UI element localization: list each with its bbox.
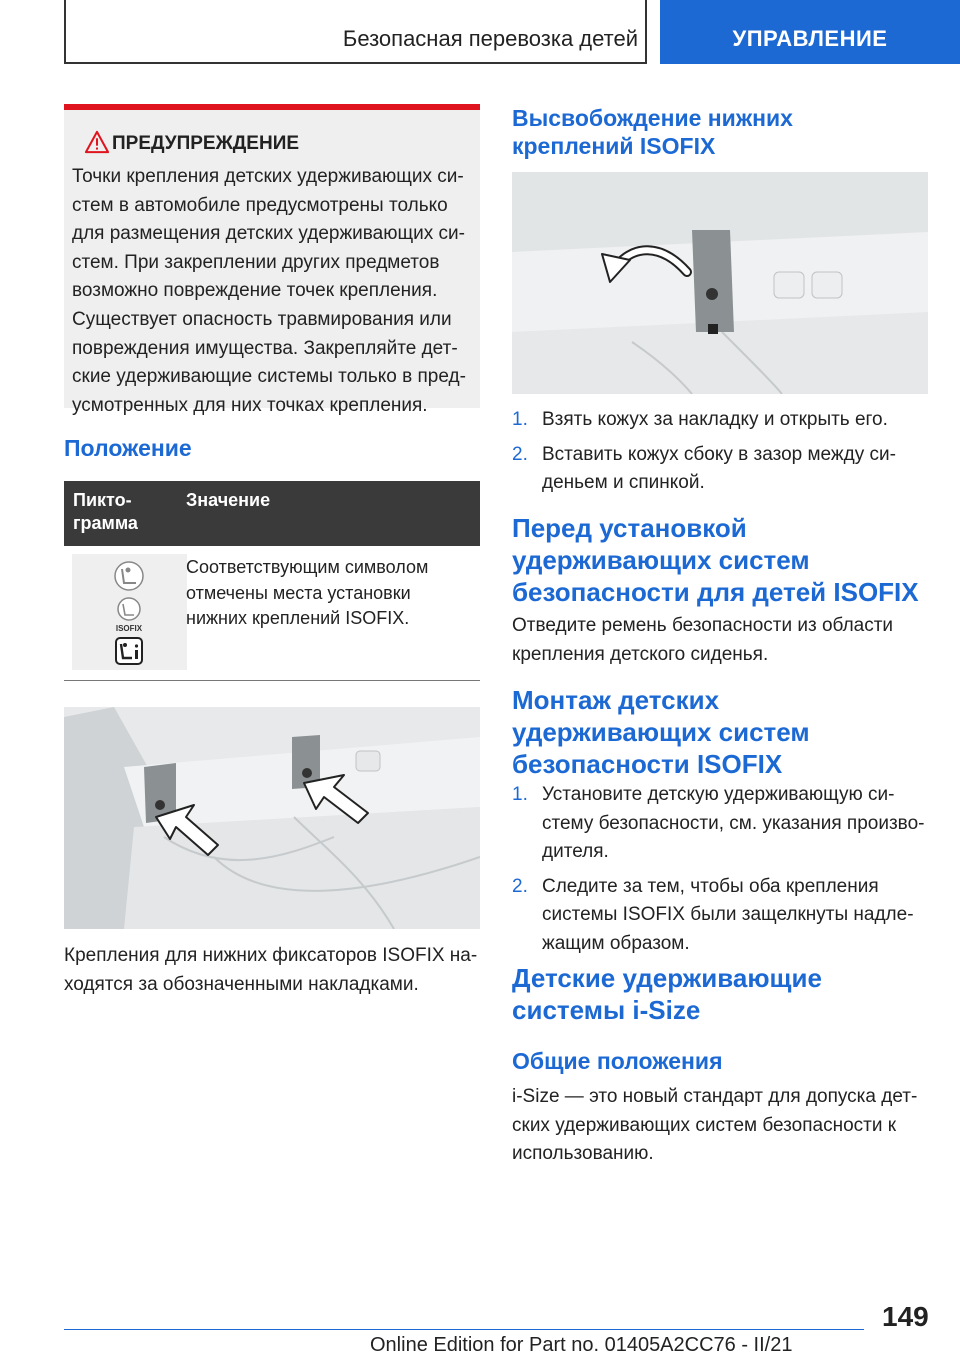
page-number: 149 — [882, 1301, 929, 1332]
section-title: Безопасная перевозка детей — [342, 26, 638, 51]
footer-rule — [64, 1329, 864, 1330]
footer-edition: Online Edition for Part no. 01405A2CC76 - II/21 — [370, 1334, 793, 1356]
table-header-meaning: Значение — [186, 490, 271, 510]
mounting-step-2: 2. Следите за тем, чтобы оба крепления системы ISOFIX были защелкнуты надле- жащим образом. — [512, 875, 914, 954]
child-seat-pictogram-icons — [72, 554, 187, 670]
position-heading: Положение — [64, 435, 192, 461]
before-text: Отведите ремень безопасности из области крепления детского сиденья. — [512, 615, 894, 665]
mounting-step-1: 1. Установите детскую удерживающую си- стему безопасности, см. указания произво- дителя. — [512, 784, 925, 863]
warning-triangle-icon — [84, 130, 110, 154]
svg-text:ISOFIX: ISOFIX — [115, 624, 143, 633]
isofix-cover-photo — [512, 172, 928, 394]
table-header-pictogram: Пикто- грамма — [73, 490, 138, 533]
isize-text: i-Size — это новый стандарт для допуска дет- ских удерживающих систем безопасности к использованию. — [512, 1086, 918, 1165]
release-steps — [512, 406, 928, 498]
table-bottom-rule — [64, 680, 480, 681]
before-heading: Перед установкой удерживающих систем безопасности для детей ISOFIX — [512, 513, 919, 607]
warning-text: Точки крепления детских удерживающих си- стем в автомобиле предусмотрены только для размещения детских удерживающих си- стем. При закреплении других предметов возможно повреждение точек крепления. Существует опасность травмирования или повреждения имущества. Закрепляйте дет- ские удерживающие системы только в пред- усмотренных для них точках крепления. — [72, 166, 466, 416]
table-meaning-text: Соответствующим символом отмечены места установки нижних креплений ISOFIX. — [186, 557, 429, 628]
isize-heading: Детские удерживающие системы i-Size — [512, 963, 822, 1025]
photo-caption: Крепления для нижних фиксаторов ISOFIX на- ходятся за обозначенными накладками. — [64, 945, 478, 995]
release-heading: Высвобождение нижних креплений ISOFIX — [512, 105, 793, 159]
isize-subheading: Общие положения — [512, 1048, 723, 1074]
chapter-tab-label: УПРАВЛЕНИЕ — [732, 26, 888, 51]
mounting-steps — [512, 781, 928, 959]
rear-seat-isofix-photo — [64, 707, 480, 929]
release-step-2: 2. Вставить кожух сбоку в зазор между си- деньем и спинкой. — [512, 443, 896, 494]
mounting-heading: Монтаж детских удерживающих систем безопасности ISOFIX — [512, 685, 810, 779]
release-step-1: 1. Взять кожух за накладку и открыть его. — [512, 409, 888, 430]
warning-title: ПРЕДУПРЕЖДЕНИЕ — [112, 133, 300, 154]
